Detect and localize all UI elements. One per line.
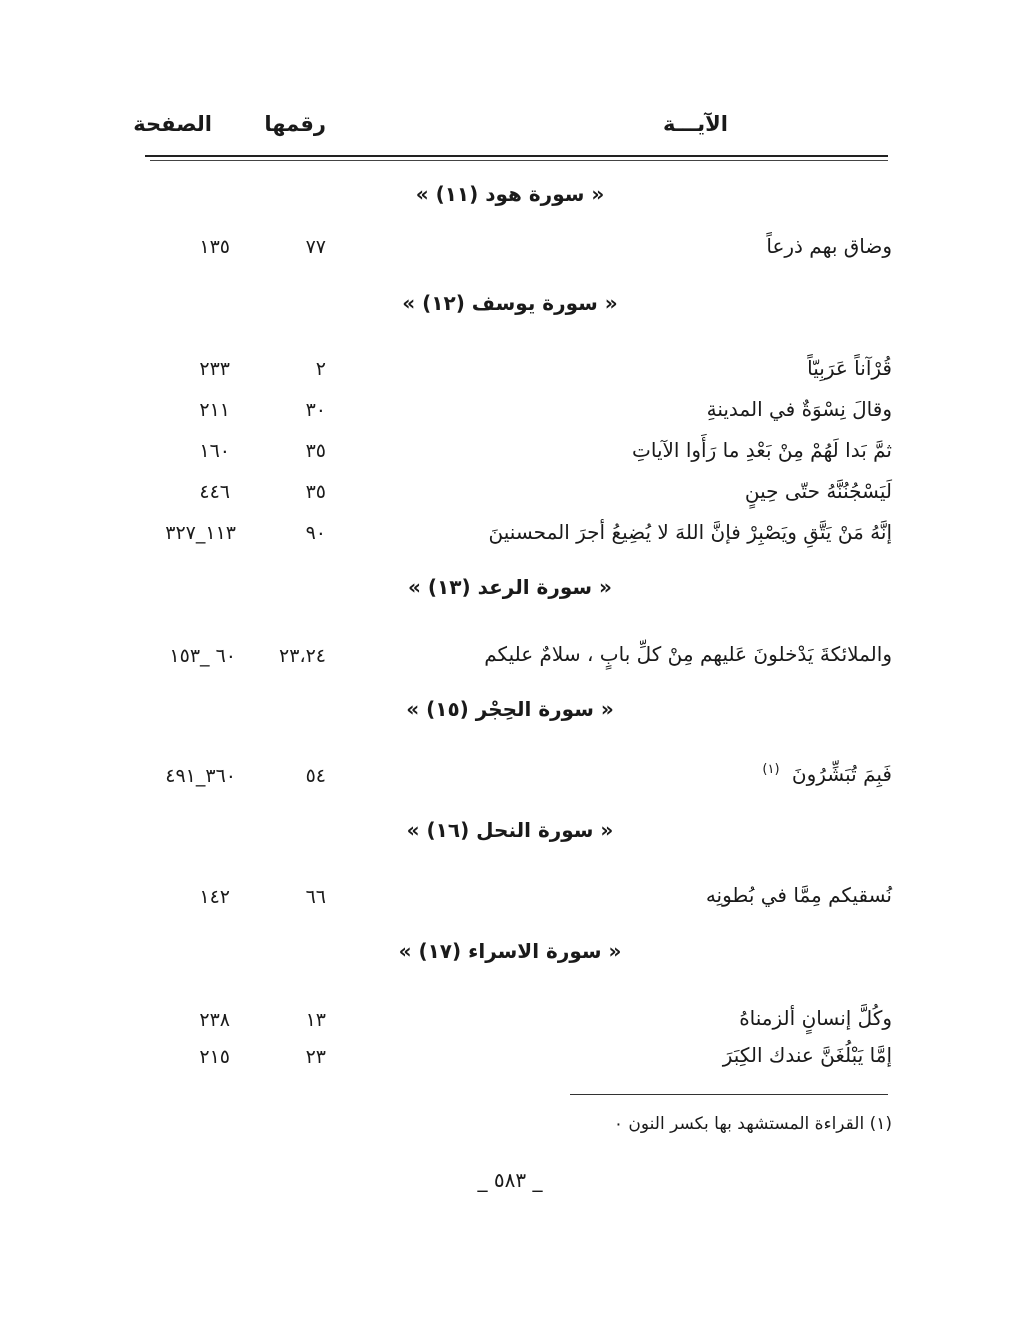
- surah-title-hijr: « سورة الحِجْر (١٥) »: [406, 697, 614, 721]
- page-reference: ٢٣٨: [199, 1009, 230, 1031]
- verse-text: وكُلَّ إنسانٍ ألزمناهُ: [739, 1006, 892, 1030]
- surah-title-nahl: « سورة النحل (١٦) »: [406, 818, 614, 842]
- verse-number: ٦٦: [305, 886, 326, 908]
- verse-text: والملائكةَ يَدْخلونَ عَليهم مِنْ كلِّ بابٍ ، سلامٌ عليكم: [484, 642, 892, 666]
- verse-text: وقالَ نِسْوَةٌ في المدينةِ: [706, 397, 892, 421]
- page-reference: ٢١٥: [199, 1046, 230, 1068]
- verse-text: نُسقيكم مِمَّا في بُطونِه: [705, 883, 892, 907]
- page-reference: ١١٣_٣٢٧: [165, 522, 236, 544]
- verse-text: لَيَسْجُنُنَّهُ حتّى حِينٍ: [744, 479, 892, 503]
- footnote-marker: (١): [762, 762, 780, 778]
- page-number: _ ٥٨٣ _: [477, 1168, 543, 1192]
- verse-number: ٥٤: [305, 765, 326, 787]
- verse-number: ٣٠: [305, 399, 326, 421]
- page-reference: ٣٦٠_٤٩١: [165, 765, 236, 787]
- page-reference: ٤٤٦: [199, 481, 230, 503]
- verse-number: ٣٥: [305, 481, 326, 503]
- header-rule: [145, 155, 888, 157]
- verse-number: ٩٠: [305, 522, 326, 544]
- verse-number: ٢٣،٢٤: [279, 645, 326, 667]
- surah-title-hud: « سورة هود (١١) »: [415, 182, 605, 206]
- verse-number: ٧٧: [305, 236, 326, 258]
- header-rule-thin: [150, 160, 888, 161]
- verse-number: ١٣: [305, 1009, 326, 1031]
- surah-title-isra: « سورة الاسراء (١٧) »: [398, 939, 622, 963]
- column-header-verse: الآيـــة: [663, 112, 728, 136]
- page-reference: ١٦٠: [199, 440, 230, 462]
- verse-text: وضاق بهم ذرعاً: [766, 234, 892, 258]
- verse-text: قُرْآناً عَرَبِيّاً: [807, 356, 892, 380]
- surah-title-raad: « سورة الرعد (١٣) »: [408, 575, 612, 599]
- verse-text: [762, 762, 892, 786]
- page-reference: ١٤٢: [199, 886, 230, 908]
- page-reference: ٦٠ _١٥٣: [169, 645, 236, 667]
- column-header-number: رقمها: [264, 112, 326, 136]
- verse-text: إمَّا يَبْلُغَنَّ عندك الكِبَرَ: [722, 1043, 892, 1067]
- surah-title-yusuf: « سورة يوسف (١٢) »: [402, 291, 618, 315]
- footnote-text: (١) القراءة المستشهد بها بكسر النون ٠: [613, 1114, 892, 1134]
- page-reference: ٢١١: [199, 399, 230, 421]
- column-header-page: الصفحة: [133, 112, 212, 136]
- verse-text: ثمَّ بَدا لَهُمْ مِنْ بَعْدِ ما رَأَوا الآياتِ: [632, 438, 892, 462]
- verse-number: ٢٣: [305, 1046, 326, 1068]
- verse-text-main: فَبِمَ تُبَشِّرُونَ: [791, 762, 892, 786]
- page-reference: ٢٣٣: [199, 358, 230, 380]
- verse-number: ٢: [315, 358, 326, 380]
- verse-text: إنَّهُ مَنْ يَتَّقِ ويَصْبِرْ فإنَّ اللهَ لا يُضِيعُ أجرَ المحسنينَ: [488, 520, 892, 544]
- footnote-rule: [570, 1094, 888, 1095]
- verse-number: ٣٥: [305, 440, 326, 462]
- page-reference: ١٣٥: [199, 236, 230, 258]
